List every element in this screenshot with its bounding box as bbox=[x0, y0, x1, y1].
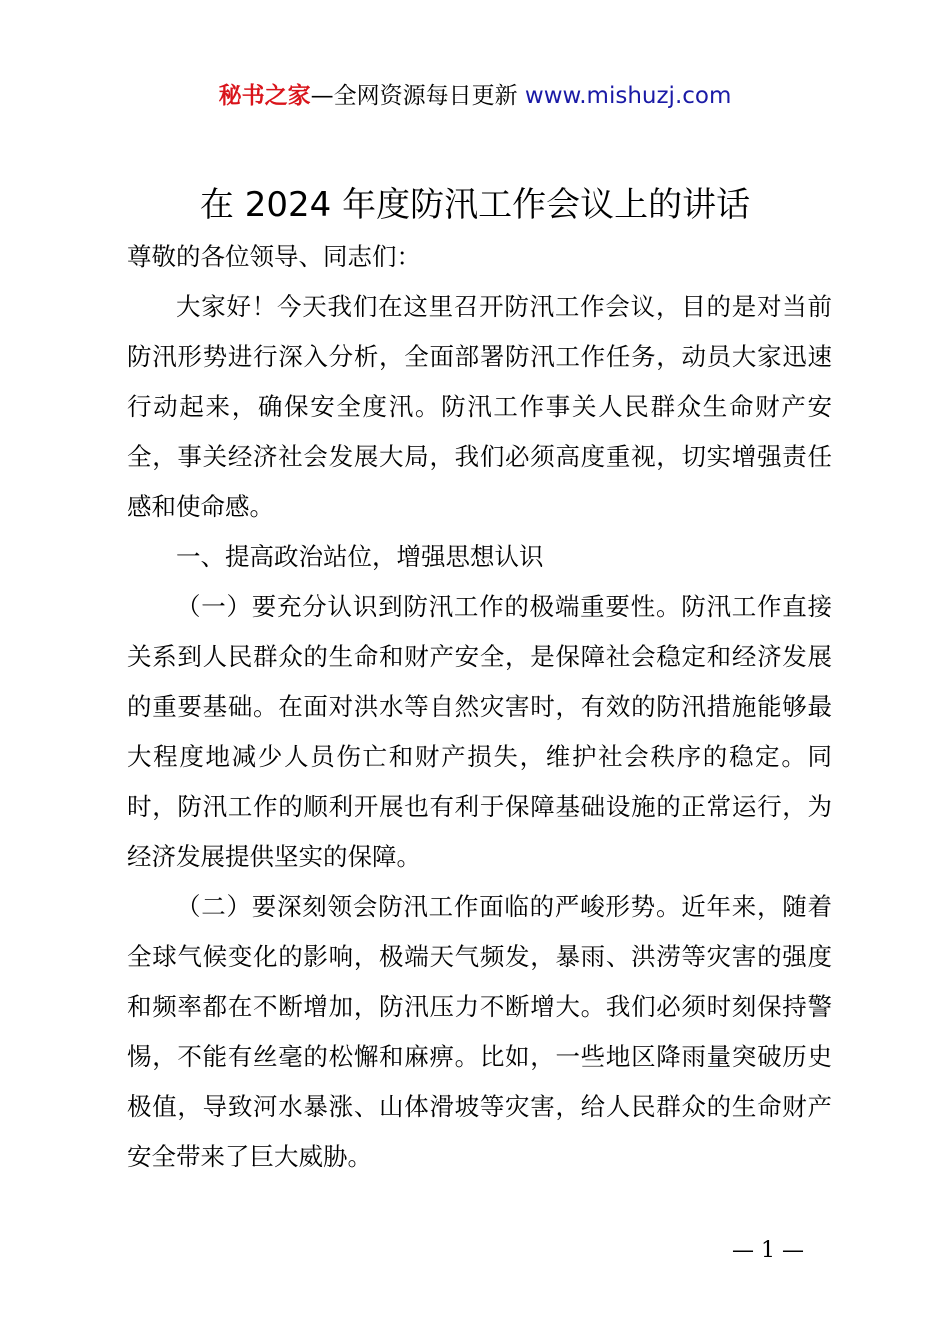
section-heading: 一、提高政治站位，增强思想认识 bbox=[176, 542, 544, 571]
document-body bbox=[127, 232, 832, 1182]
page-number: — 1 — bbox=[732, 1238, 804, 1263]
site-header bbox=[0, 80, 950, 112]
document-title: 在 2024 年度防汛工作会议上的讲话 bbox=[199, 185, 751, 225]
paragraph-subsection-1: （一）要充分认识到防汛工作的极端重要性。防汛工作直接关系到人民群众的生命和财产安全，是保障社会稳定和经济发展的重要基础。在面对洪水等自然灾害时，有效的防汛措施能够最大程度地减少人员伤亡和财产损失，维护社会秩序的稳定。同时，防汛工作的顺利开展也有利于保障基础设施的正常运行，为经济发展提供坚实的保障。 bbox=[127, 592, 832, 871]
site-url-link[interactable]: www.mishuzj.com bbox=[524, 83, 732, 109]
paragraph-opening: 大家好！今天我们在这里召开防汛工作会议，目的是对当前防汛形势进行深入分析，全面部署防汛工作任务，动员大家迅速行动起来，确保安全度汛。防汛工作事关人民群众生命财产安全，事关经济社会发展大局，我们必须高度重视，切实增强责任感和使命感。 bbox=[127, 292, 832, 521]
salutation: 尊敬的各位领导、同志们： bbox=[127, 242, 421, 271]
site-brand: 秘书之家 bbox=[218, 83, 311, 109]
site-tagline: —全网资源每日更新 bbox=[310, 83, 525, 109]
paragraph-subsection-2: （二）要深刻领会防汛工作面临的严峻形势。近年来，随着全球气候变化的影响，极端天气频发，暴雨、洪涝等灾害的强度和频率都在不断增加，防汛压力不断增大。我们必须时刻保持警惕，不能有丝毫的松懈和麻痹。比如，一些地区降雨量突破历史极值，导致河水暴涨、山体滑坡等灾害，给人民群众的生命财产安全带来了巨大威胁。 bbox=[127, 892, 832, 1171]
